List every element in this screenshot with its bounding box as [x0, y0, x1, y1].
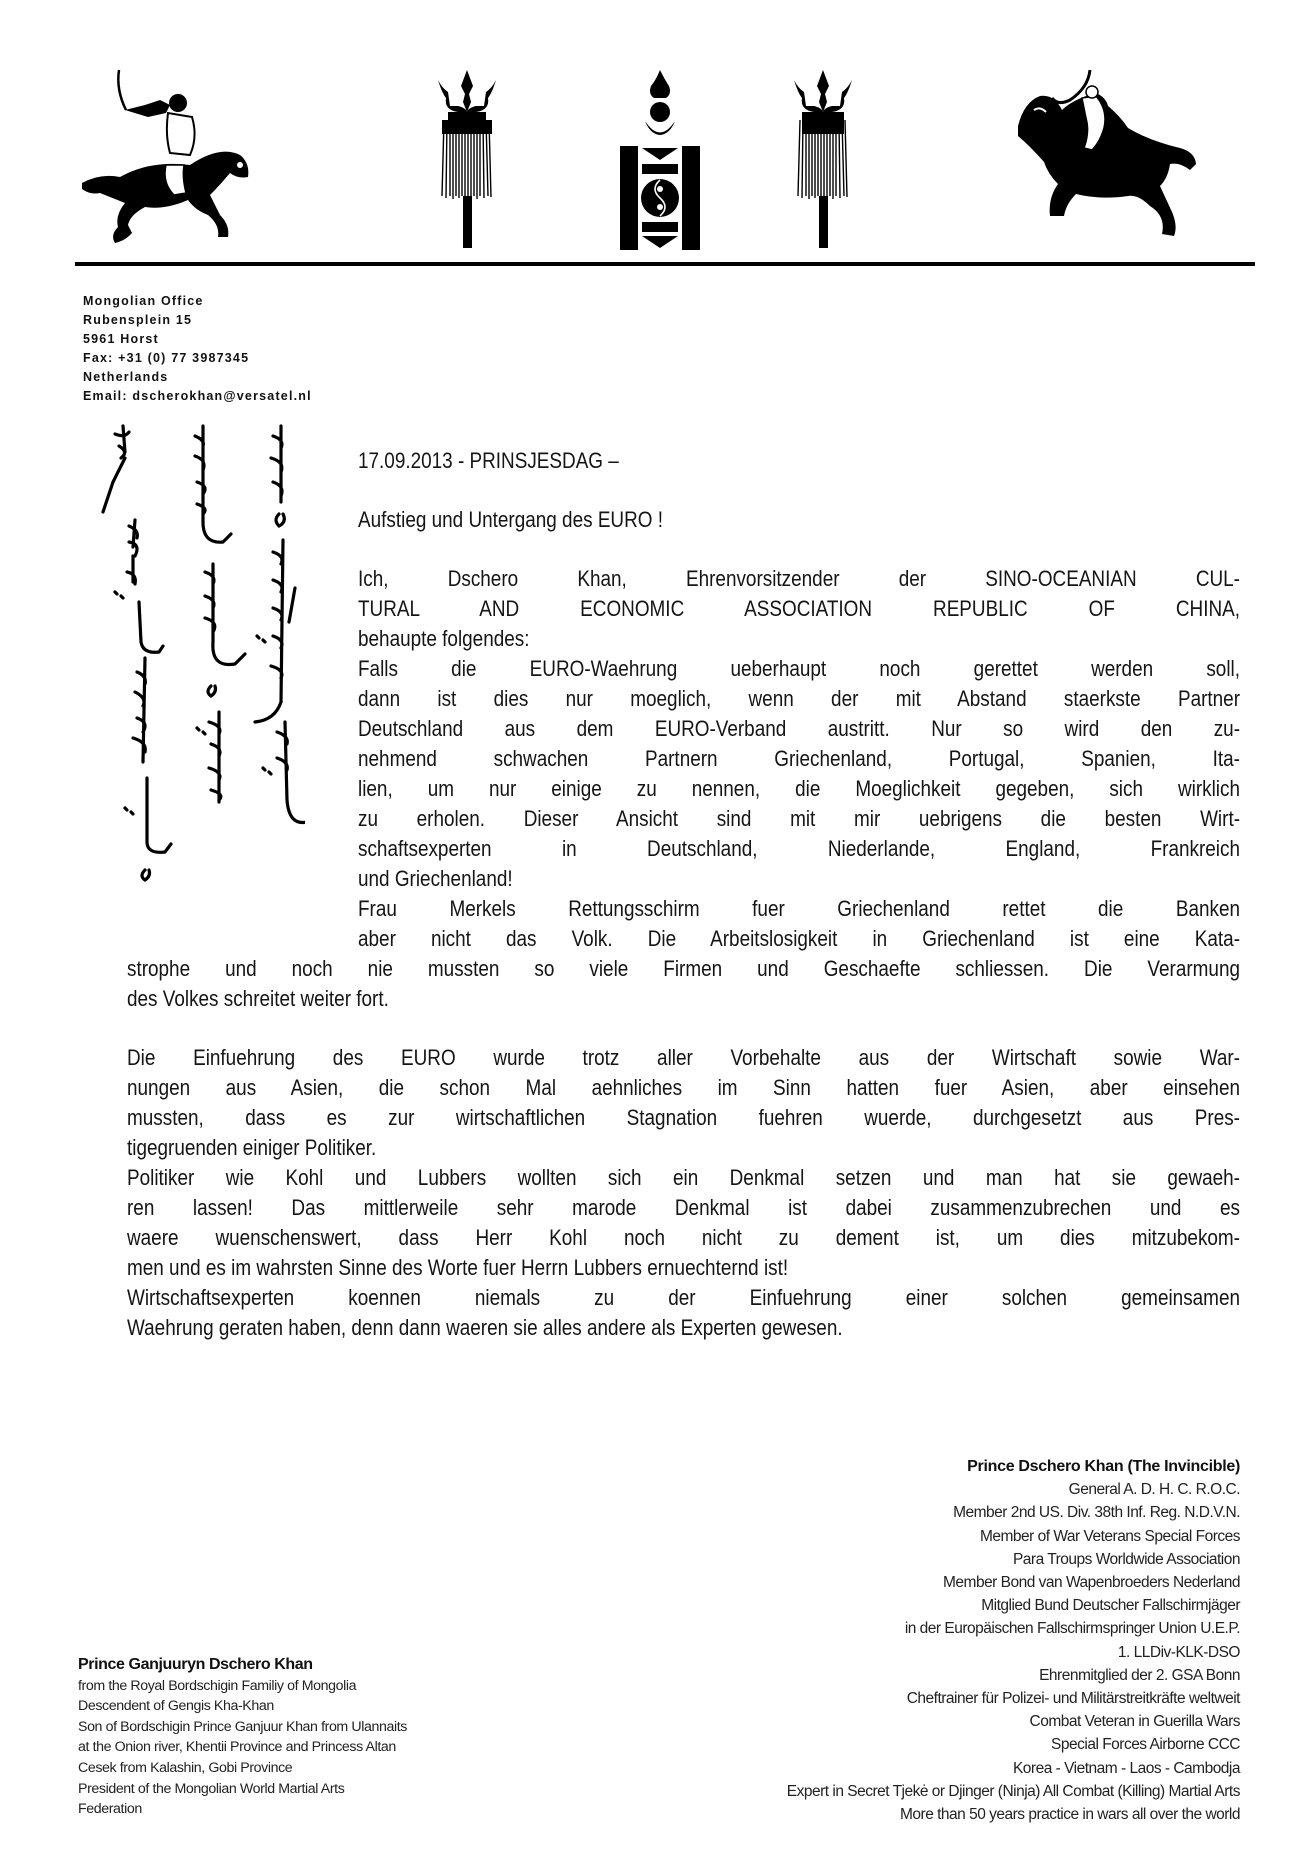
paragraph-line: lien, um nur einige zu nennen, die Moeglichkeit gegeben, sich wirklich [358, 776, 1240, 801]
paragraph-line: behaupte folgendes: [358, 626, 530, 651]
paragraph-line: nehmend schwachen Partnern Griechenland, Portugal, Spanien, Ita- [358, 746, 1240, 771]
horse-archer-icon [1010, 66, 1215, 251]
signatory-title: Combat Veteran in Guerilla Wars [1029, 1713, 1240, 1731]
paragraph-line: Politiker wie Kohl und Lubbers wollten sich ein Denkmal setzen und man hat sie gewaeh- [127, 1165, 1240, 1190]
paragraph-line: men und es im wahrsten Sinne des Worte fuer Herrn Lubbers ernuechternd ist! [127, 1255, 789, 1280]
address-line: Rubensplein 15 [83, 313, 193, 327]
trident-banner-icon [788, 68, 858, 250]
signatory-title: in der Europäischen Fallschirmspringer Union U.E.P. [904, 1620, 1240, 1638]
mongolian-script-calligraphy [85, 422, 305, 887]
signatory-title: Mitglied Bund Deutscher Fallschirmjäger [981, 1597, 1240, 1615]
signatory-title: Korea - Vietnam - Laos - Cambodja [1012, 1759, 1240, 1777]
address-line: 5961 Horst [83, 332, 159, 346]
address-line: Mongolian Office [83, 294, 204, 308]
signatory-lineage: President of the Mongolian World Martial Arts [78, 1780, 345, 1797]
header-rule [75, 262, 1255, 266]
signatory-lineage: at the Onion river, Khentii Province and Princess Altan [78, 1739, 396, 1756]
signatory-title: More than 50 years practice in wars all over the world [900, 1806, 1240, 1824]
signatory-lineage: Cesek from Kalashin, Gobi Province [78, 1759, 293, 1776]
signatory-lineage: Descendent of Gengis Kha-Khan [78, 1698, 274, 1715]
signatory-title: 1. LLDiv-KLK-DSO [1117, 1643, 1240, 1661]
paragraph-line: ren lassen! Das mittlerweile sehr marode Denkmal ist dabei zusammenzubrechen und es [127, 1195, 1240, 1220]
signatory-lineage: Federation [78, 1801, 142, 1818]
paragraph-line: Waehrung geraten haben, denn dann waeren sie alles andere als Experten gewesen. [127, 1315, 843, 1340]
paragraph-line: mussten, dass es zur wirtschaftlichen Stagnation fuehren wuerde, durchgesetzt aus Pres- [127, 1105, 1240, 1130]
paragraph-line: Wirtschaftsexperten koennen niemals zu der Einfuehrung einer solchen gemeinsamen [127, 1285, 1240, 1310]
paragraph-line: des Volkes schreitet weiter fort. [127, 986, 389, 1011]
signatory-lineage: Son of Bordschigin Prince Ganjuur Khan from Ulannaits [78, 1718, 407, 1735]
paragraph-line: Falls die EURO-Waehrung ueberhaupt noch gerettet werden soll, [358, 656, 1240, 681]
letter-title: Aufstieg und Untergang des EURO ! [358, 507, 664, 532]
signatory-title: Expert in Secret Tjekė or Djinger (Ninja) All Combat (Killing) Martial Arts [786, 1782, 1240, 1800]
paragraph-line: TURAL AND ECONOMIC ASSOCIATION REPUBLIC OF CHINA, [358, 596, 1240, 621]
paragraph-line: Die Einfuehrung des EURO wurde trotz aller Vorbehalte aus der Wirtschaft sowie War- [127, 1045, 1240, 1070]
paragraph-line: aber nicht das Volk. Die Arbeitslosigkeit in Griechenland ist eine Kata- [358, 926, 1240, 951]
signatory-title: Member 2nd US. Div. 38th Inf. Reg. N.D.V.N. [953, 1504, 1240, 1522]
address-fax: Fax: +31 (0) 77 3987345 [83, 351, 250, 365]
paragraph-line: tigegruenden einiger Politiker. [127, 1135, 377, 1160]
signatory-title: Member Bond van Wapenbroeders Nederland [943, 1574, 1240, 1592]
paragraph-line: schaftsexperten in Deutschland, Niederlande, England, Frankreich [358, 836, 1240, 861]
soyombo-icon [618, 66, 702, 252]
signatory-name: Prince Ganjuuryn Dschero Khan [78, 1656, 313, 1673]
signatory-title: General A. D. H. C. R.O.C. [1068, 1481, 1240, 1499]
signatory-title: Member of War Veterans Special Forces [979, 1527, 1240, 1545]
paragraph-line: nungen aus Asien, die schon Mal aehnliches im Sinn hatten fuer Asien, aber einsehen [127, 1075, 1240, 1100]
signatory-title: Para Troups Worldwide Association [1012, 1550, 1240, 1568]
sender-address [83, 292, 312, 406]
paragraph-line: zu erholen. Dieser Ansicht sind mit mir uebrigens die besten Wirt- [358, 806, 1240, 831]
signatory-title: Ehrenmitglied der 2. GSA Bonn [1039, 1666, 1240, 1684]
signature-block-left [78, 1655, 407, 1820]
horse-rider-sword-icon [70, 65, 260, 250]
paragraph-line: Ich, Dschero Khan, Ehrenvorsitzender der SINO-OCEANIAN CUL- [358, 566, 1240, 591]
address-email: Email: dscherokhan@versatel.nl [83, 389, 312, 403]
paragraph-line: Deutschland aus dem EURO-Verband austritt. Nur so wird den zu- [358, 716, 1240, 741]
signatory-name: Prince Dschero Khan (The Invincible) [967, 1458, 1240, 1475]
trident-banner-icon [432, 68, 502, 250]
letter-date-line: 17.09.2013 - PRINSJESDAG – [358, 448, 619, 473]
paragraph-line: strophe und noch nie mussten so viele Firmen und Geschaefte schliessen. Die Verarmung [127, 956, 1240, 981]
signatory-title: Cheftrainer für Polizei- und Militärstreitkräfte weltweit [906, 1690, 1240, 1708]
address-line: Netherlands [83, 370, 169, 384]
signatory-lineage: from the Royal Bordschigin Familiy of Mongolia [78, 1677, 357, 1694]
paragraph-line: dann ist dies nur moeglich, wenn der mit Abstand staerkste Partner [358, 686, 1240, 711]
signatory-title: Special Forces Airborne CCC [1051, 1736, 1240, 1754]
signature-block-right [787, 1455, 1240, 1826]
paragraph-line: waere wuenschenswert, dass Herr Kohl noch nicht zu dement ist, um dies mitzubekom- [127, 1225, 1240, 1250]
paragraph-line: Frau Merkels Rettungsschirm fuer Griechenland rettet die Banken [358, 896, 1240, 921]
paragraph-line: und Griechenland! [358, 866, 513, 891]
